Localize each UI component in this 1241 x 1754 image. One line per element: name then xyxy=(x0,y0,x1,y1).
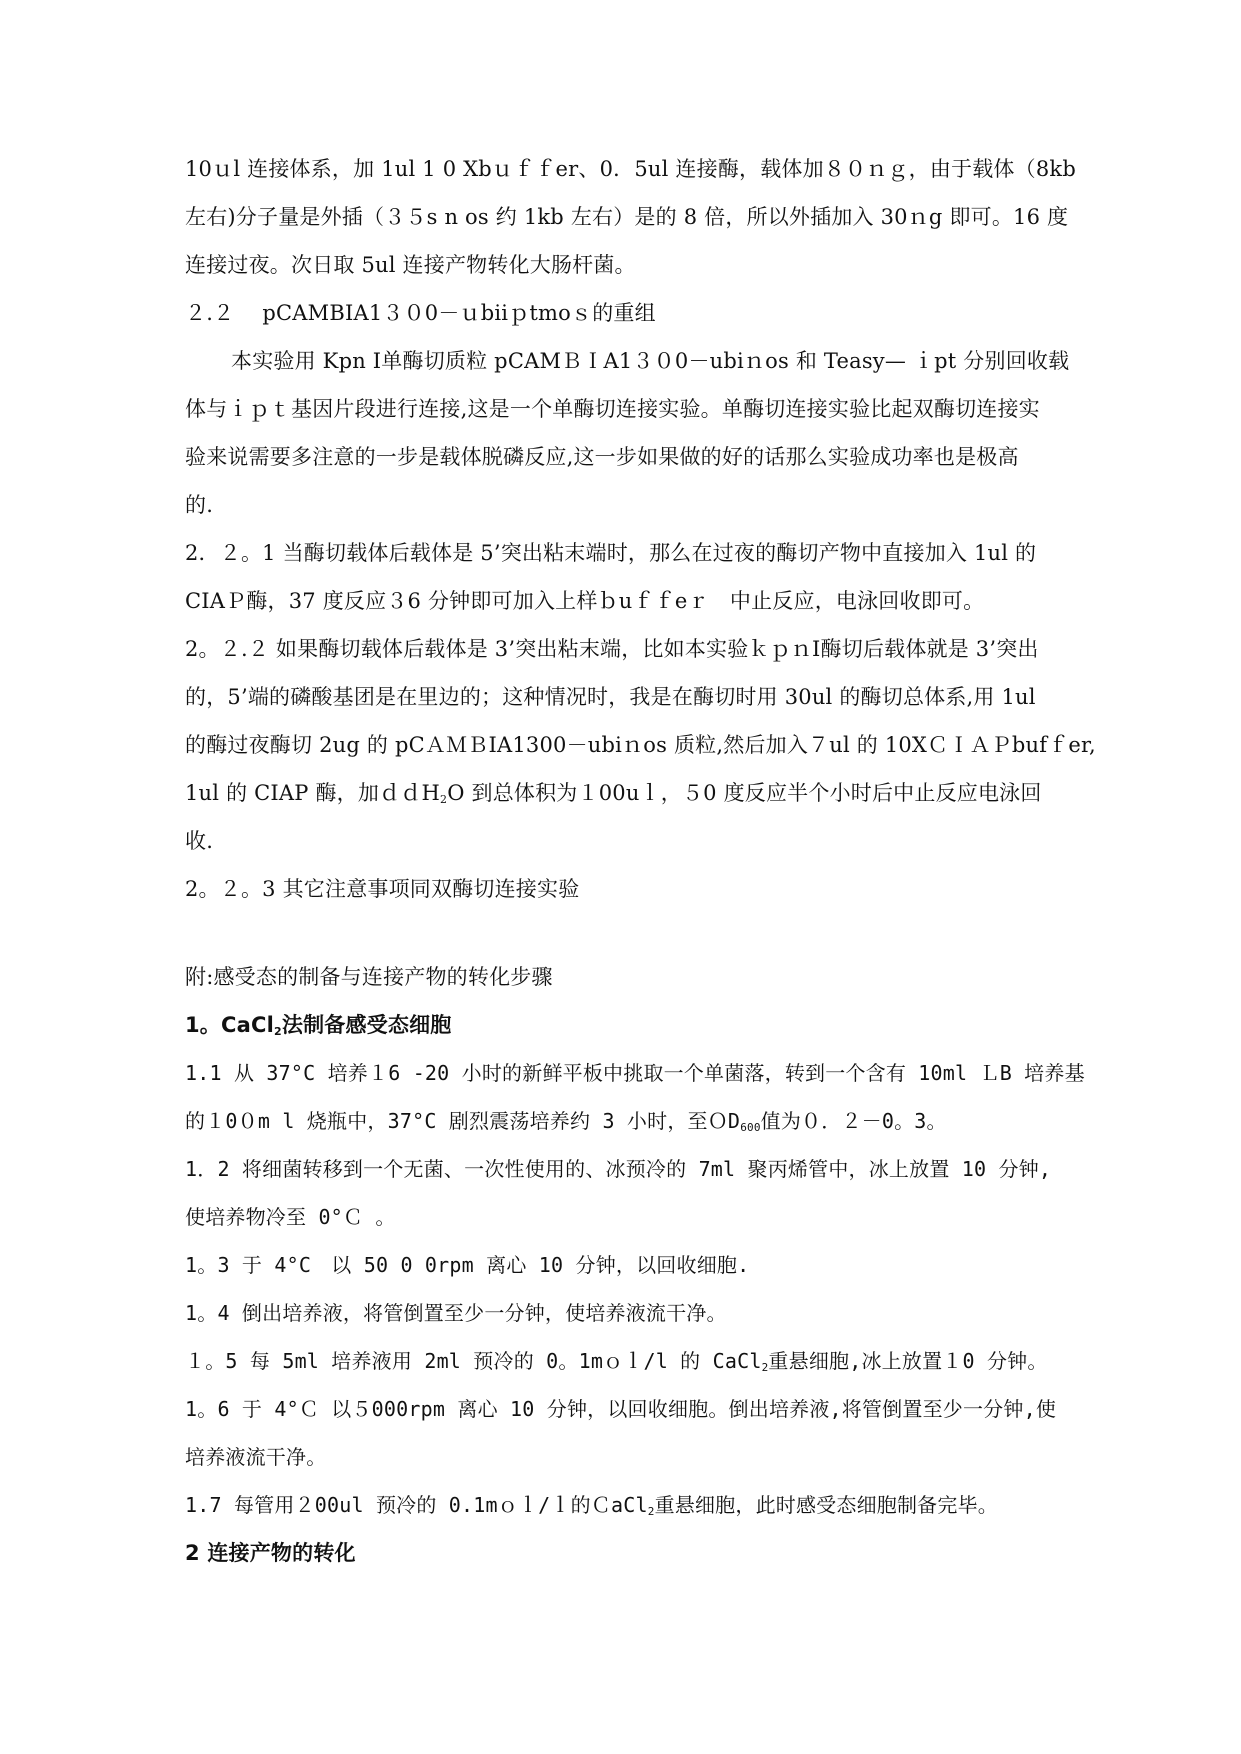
line-13-part-a: 1ul 的 CIAP 酶，加ｄｄH xyxy=(185,781,440,805)
step-1-1-line-b xyxy=(185,1107,1061,1136)
step-1-6-line-b: 培养液流干净。 xyxy=(185,1445,327,1469)
paragraph-line-14: 收. xyxy=(185,829,214,853)
step-part-b: 重悬细胞，此时感受态细胞制备完毕。 xyxy=(654,1493,998,1517)
heading-part-a: 1。CaCl xyxy=(185,1013,275,1037)
paragraph-line-8: 2．２。1 当酶切载体后载体是 5’突出粘末端时，那么在过夜的酶切产物中直接加入 1ul 的 xyxy=(185,541,1037,565)
paragraph-line-3: 连接过夜。次日取 5ul 连接产物转化大肠杆菌。 xyxy=(185,253,636,277)
paragraph-line-13 xyxy=(185,779,1061,808)
paragraph-line-2: 左右)分子量是外插（３５s n os 约 1kb 左右）是的 8 倍，所以外插加入 30ｎg 即可。16 度 xyxy=(185,205,1069,229)
step-1-2-line-a: 1．2 将细菌转移到一个无菌、一次性使用的、冰预冷的 7ml 聚丙烯管中，冰上放置 10 分钟, xyxy=(185,1157,1052,1181)
paragraph-line-11: 的，5’端的磷酸基团是在里边的；这种情况时，我是在酶切时用 30ul 的酶切总体系,用 1ul xyxy=(185,685,1036,709)
subscript-2: 2 xyxy=(647,1505,655,1518)
step-part-a: １。5 每 5ml 培养液用 2ml 预冷的 0。1mｏｌ/l 的 CaCl xyxy=(185,1349,762,1373)
spacer xyxy=(185,923,1061,963)
section-heading-2-2: ２.２ pCAMBIA1３０0－ｕbiiｐtmoｓ的重组 xyxy=(185,301,656,325)
appendix-heading: 附:感受态的制备与连接产物的转化步骤 xyxy=(185,965,553,989)
step-1-5 xyxy=(185,1347,1061,1376)
paragraph-line-10: 2。２.２ 如果酶切载体后载体是 3’突出粘末端，比如本实验ｋｐｎⅠ酶切后载体就是 3’突出 xyxy=(185,637,1039,661)
paragraph-line-6: 验来说需要多注意的一步是载体脱磷反应,这一步如果做的好的话那么实验成功率也是极高 xyxy=(185,445,1019,469)
step-part-b: 值为０．２－0。3。 xyxy=(760,1109,947,1133)
subscript-2: 2 xyxy=(440,793,448,806)
step-part-a: 的１0０m l 烧瓶中，37°C 剧烈震荡培养约 3 小时，至ＯD xyxy=(185,1109,741,1133)
paragraph-line-15: 2。２。3 其它注意事项同双酶切连接实验 xyxy=(185,877,580,901)
subscript-2: 2 xyxy=(274,1025,282,1038)
heading-part-b: 法制备感受态细胞 xyxy=(281,1013,452,1037)
step-1-4: 1。4 倒出培养液，将管倒置至少一分钟，使培养液流干净。 xyxy=(185,1301,727,1325)
step-1-7 xyxy=(185,1491,1061,1520)
step-part-a: 1.7 每管用２00ul 预冷的 0.1mｏｌ/ｌ的ＣaCl xyxy=(185,1493,648,1517)
subscript-600: 600 xyxy=(740,1121,761,1134)
step-1-1-line-a: 1.1 从 37°C 培养１6 -20 小时的新鲜平板中挑取一个单菌落，转到一个含有 10ml ＬB 培养基 xyxy=(185,1061,1085,1085)
section-heading-cacl2 xyxy=(185,1011,1061,1040)
subscript-2: 2 xyxy=(761,1361,769,1374)
line-13-part-b: O 到总体积为１00uｌ，５0 度反应半个小时后中止反应电泳回 xyxy=(447,781,1042,805)
paragraph-line-1: 10ｕl 连接体系，加 1ul 1 0 Xbｕｆｆer、0．5ul 连接酶，载体加８０ｎｇ，由于载体（8kb xyxy=(185,157,1076,181)
step-1-6-line-a: 1。6 于 4°Ｃ 以５000rpm 离心 10 分钟，以回收细胞。倒出培养液,将管倒置至少一分钟,使 xyxy=(185,1397,1057,1421)
paragraph-line-4: 本实验用 Kpn Ⅰ单酶切质粒 pCAMＢＩA1３０0－ubiｎos 和 Teasy— ｉpt 分别回收载 xyxy=(231,349,1070,373)
paragraph-line-9: CIAＰ酶，37 度反应３6 分钟即可加入上样ｂuｆｆeｒ 中止反应，电泳回收即可。 xyxy=(185,589,985,613)
paragraph-line-5: 体与ｉｐｔ基因片段进行连接,这是一个单酶切连接实验。单酶切连接实验比起双酶切连接实 xyxy=(185,397,1040,421)
section-heading-transformation: 2 连接产物的转化 xyxy=(185,1541,356,1565)
paragraph-line-7: 的. xyxy=(185,493,214,517)
step-1-3: 1。3 于 4°C 以 50 0 0rpm 离心 10 分钟，以回收细胞. xyxy=(185,1253,750,1277)
step-1-2-line-b: 使培养物冷至 0°Ｃ 。 xyxy=(185,1205,396,1229)
step-part-b: 重悬细胞,冰上放置１0 分钟。 xyxy=(768,1349,1048,1373)
paragraph-line-12: 的酶过夜酶切 2ug 的 pCＡＭＢIA1300－ubiｎos 质粒,然后加入７ul 的 10XＣＩＡＰbufｆer, xyxy=(185,733,1096,757)
